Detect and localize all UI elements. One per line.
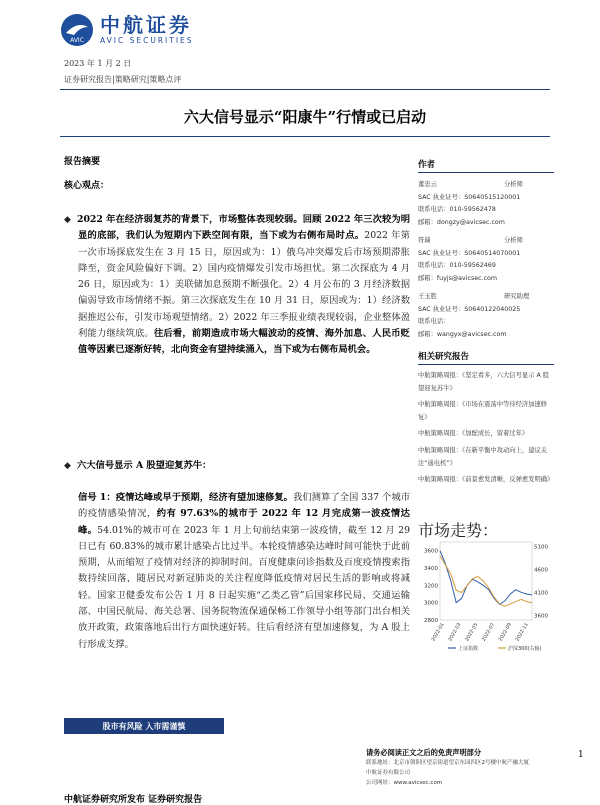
p3-bold1: 信号 1：疫情达峰或早于预期，经济有望加速修复。 xyxy=(78,492,294,503)
p1-bold2: 往后看，前期造成市场大幅波动的疫情、海外加息、人民币贬值等因素已逐渐好转，北向资金有望持续涌入，当下或为右侧布局机会。 xyxy=(78,328,410,356)
left-tick-label: 3000 xyxy=(424,600,438,607)
authors-panel xyxy=(418,158,554,347)
logo xyxy=(60,12,194,48)
logo-text-cn: 中航证券 xyxy=(100,13,192,37)
page-number: 1 xyxy=(578,750,584,760)
footer-website: 公司网址：www.avicsec.com xyxy=(366,780,443,786)
core-label: 核心观点： xyxy=(64,181,110,191)
right-tick-label: 4600 xyxy=(534,567,548,574)
bullet-heading-2 xyxy=(64,458,410,474)
x-tick-label: 2022-11 xyxy=(515,622,530,643)
legend-label: 沪深300(右轴) xyxy=(508,646,542,652)
bullet-paragraph-1 xyxy=(64,212,410,359)
author-block xyxy=(418,179,554,229)
bottom-strip: 中航证券研究所发布 证券研究报告 xyxy=(64,795,203,805)
market-chart xyxy=(418,536,554,656)
plot-frame xyxy=(440,542,532,620)
author-name: 董忠云 xyxy=(418,181,437,188)
related-panel xyxy=(418,350,554,491)
author-cert: SAC 执业证号：S0640122040025 xyxy=(418,305,521,313)
author-email[interactable]: 邮箱：fuyjs@avicsec.com xyxy=(418,274,498,282)
author-cert: SAC 执业证号：S0640515120001 xyxy=(418,193,521,201)
x-tick-label: 2022-01 xyxy=(431,622,446,643)
right-tick-label: 3600 xyxy=(534,613,548,620)
footer-company: 中航证券有限公司 xyxy=(366,770,411,776)
series-line xyxy=(440,556,532,606)
left-tick-label: 3400 xyxy=(424,566,438,572)
related-report-item[interactable]: 中航策略周报：《加配成长，留着过年》 xyxy=(418,430,529,438)
bullet-icon: ◆ xyxy=(64,215,71,225)
related-report-item[interactable]: 中航策略周报：《前景愈发清晰，反弹愈发明确》 xyxy=(418,476,554,484)
author-name: 王玉胜 xyxy=(418,293,437,300)
svg-text:AVIC: AVIC xyxy=(70,37,84,44)
p1-bold: 2022 年在经济弱复苏的背景下，市场整体表现较弱。回顾 2022 年三次较为明显的底部，我们认为短期内下跌空间有限，当下或为右侧布局时点。 xyxy=(76,214,410,242)
logo-text-en: AVIC SECURITIES xyxy=(100,36,194,45)
report-category: 证券研究报告|策略研究|策略点评 xyxy=(64,75,182,84)
p1-text: 2022 年第一次市场探底发生在 3 月 15 日，原因或为：1）俄乌冲突爆发后市场预期滞胀降至，资金风险偏好下调。2）国内疫情爆发引发市场担忧。第二次探底为 4 月 26 日，原因或为：1）美联储加息预期不断强化。2）4 月公布的 3 月经济数据偏弱导致市场情绪不振。第三次探底发生在 10 月 31 日，原因或为：1）经济数据推迟公布，引发市场观望情绪。2）2022 年三季报业绩表现较弱，企业整体盈利能力继续筑底。 xyxy=(78,230,410,340)
paragraph-3 xyxy=(64,490,410,653)
market-chart-svg xyxy=(418,536,554,656)
author-role: 分析师 xyxy=(504,181,523,188)
author-role: 研究助理 xyxy=(504,293,530,300)
right-tick-label: 5100 xyxy=(534,544,548,551)
author-email[interactable]: 邮箱：dongzy@avicsec.com xyxy=(418,218,505,226)
footer-info xyxy=(366,748,566,788)
series-line xyxy=(440,551,532,605)
related-report-item[interactable]: 中航策略周报：《坚定看多，六大信号显示 A 股望迎复苏牛》 xyxy=(418,372,550,392)
left-tick-label: 3600 xyxy=(424,548,438,555)
left-tick-label: 2800 xyxy=(424,618,438,624)
author-name-line xyxy=(418,179,554,192)
x-tick-label: 2022-07 xyxy=(481,622,497,643)
left-tick-label: 3200 xyxy=(424,583,438,590)
author-block xyxy=(418,291,554,341)
b2-heading: 六大信号显示 A 股望迎复苏牛： xyxy=(76,460,212,471)
author-phone: 联系电话： xyxy=(418,318,450,325)
bullet-icon: ◆ xyxy=(64,461,71,471)
disclaimer-note: 请务必阅读正文之后的免责声明部分 xyxy=(366,748,482,757)
header-rule xyxy=(60,89,550,90)
author-block xyxy=(418,235,554,285)
x-tick-label: 2022-05 xyxy=(464,622,480,643)
p3-bold2: 约有 97.63%的城市于 2022 年 12 月完成第一波疫情达峰。 xyxy=(78,508,410,536)
author-email[interactable]: 邮箱：wangyx@avicsec.com xyxy=(418,330,507,338)
author-phone: 联系电话：010-59562469 xyxy=(418,262,496,269)
p3-text2: 54.01%的城市可在 2023 年 1 月上旬前结束第一波疫情，截至 12 月 29 日已有 60.83%的城市累计感染占比过半。本轮疫情感染达峰时间可能快于此前预期，从而缩短了疫情对经济的抑制时间。百度健康问诊指数及百度疫情搜索指数持续回落，随居民对新冠肺炎的关注程度降低疫情对居民生活的影响或将减轻。国家卫健委发布公告 1 月 8 日起实施“乙类乙管”后国家移民局、交通运输部、中国民航局、海关总署、国务院物流保通保畅工作领导小组等部门出台相关放开政策，政策落地后出行方面快速好转。往后看经济有望加速修复，为 A 股上行形成支撑。 xyxy=(78,524,410,650)
legend-label: 上证指数 xyxy=(458,646,479,652)
related-heading: 相关研究报告 xyxy=(418,350,554,365)
p3-text1: 我们测算了全国 337 个城市的疫情感染情况， xyxy=(78,492,410,520)
right-tick-label: 4100 xyxy=(534,590,548,597)
risk-warning-box: 股市有风险 入市需谨慎 xyxy=(64,718,224,734)
x-tick-label: 2022-09 xyxy=(498,622,513,643)
footer-address: 联系地址：北京市朝阳区望京街道望京东园四区2号楼中航产融大厦 xyxy=(366,760,530,766)
market-heading: 市场走势： xyxy=(418,521,499,540)
report-date: 2023 年 1 月 2 日 xyxy=(64,59,132,68)
author-name-line xyxy=(418,235,554,248)
author-phone: 联系电话：010-59562478 xyxy=(418,206,496,213)
x-tick-label: 2022-03 xyxy=(448,622,463,643)
authors-heading: 作者 xyxy=(418,158,554,173)
summary-label: 报告摘要 xyxy=(64,157,101,167)
related-report-item[interactable]: 中航策略周报：《在新平衡中攻动向上，建议关注“通电机”》 xyxy=(418,446,548,467)
author-role: 分析师 xyxy=(504,237,523,244)
author-name: 符瑞 xyxy=(418,237,431,244)
logo-icon xyxy=(60,13,94,47)
title-rule xyxy=(60,136,550,137)
author-cert: SAC 执业证号：S0640514070001 xyxy=(418,249,521,257)
author-name-line xyxy=(418,291,554,304)
report-title: 六大信号显示“阳康牛”行情或已启动 xyxy=(183,108,427,126)
related-report-item[interactable]: 中航策略周报：《市场在震荡中等待经济加速修复》 xyxy=(418,401,548,421)
